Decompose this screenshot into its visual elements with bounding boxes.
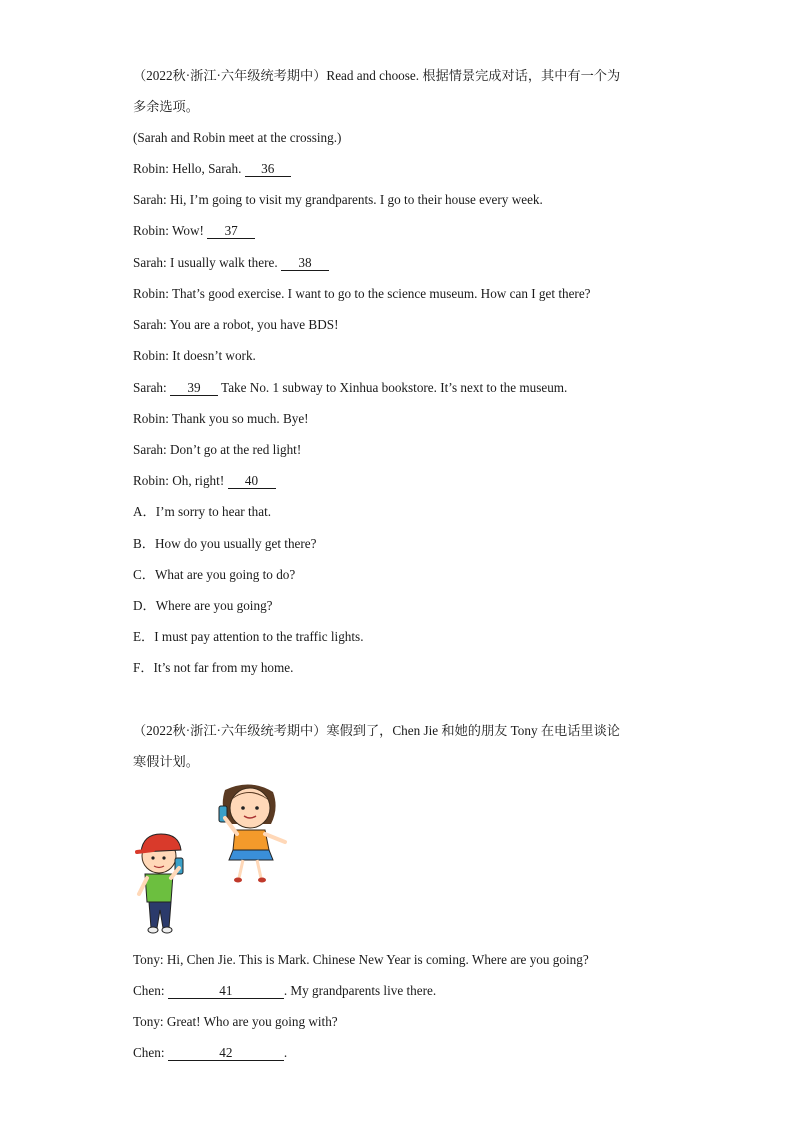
option-e[interactable]: E．I must pay attention to the traffic lights. <box>133 629 364 644</box>
dialogue-line: Robin: Hello, Sarah. 36 <box>133 160 291 178</box>
dialogue-line: Chen: 41 . My grandparents live there. <box>133 983 437 998</box>
dialogue-line: Robin: It doesn’t work. <box>133 348 256 363</box>
option-c[interactable]: C．What are you going to do? <box>133 567 296 582</box>
answer-blank-41[interactable]: 41 <box>168 984 284 999</box>
section2-intro-line1: （2022秋·浙江·六年级统考期中）寒假到了，Chen Jie 和她的朋友 Tony 在电话里谈论 <box>133 723 620 738</box>
dialogue-line: Sarah: Hi, I’m going to visit my grandparents. I go to their house every week. <box>133 192 543 207</box>
dialogue-line: Tony: Great! Who are you going with? <box>133 1014 338 1029</box>
kids-on-phone-illustration <box>133 778 293 943</box>
dialogue-line: Robin: Wow! 37 <box>133 222 255 240</box>
dialogue-line: Tony: Hi, Chen Jie. This is Mark. Chinese New Year is coming. Where are you going? <box>133 952 589 967</box>
answer-blank-37[interactable]: 37 <box>207 224 255 239</box>
dialogue-line: Robin: Thank you so much. Bye! <box>133 411 309 426</box>
option-a[interactable]: A．I’m sorry to hear that. <box>133 504 272 519</box>
dialogue-line: Sarah: 39 Take No. 1 subway to Xinhua bookstore. It’s next to the museum. <box>133 380 568 395</box>
girl-figure <box>219 784 285 882</box>
section1-intro-line2: 多余选项。 <box>133 99 199 114</box>
section2-intro-line2: 寒假计划。 <box>133 754 199 769</box>
option-f[interactable]: F．It’s not far from my home. <box>133 660 294 675</box>
dialogue-line: Sarah: You are a robot, you have BDS! <box>133 317 339 332</box>
answer-blank-36[interactable]: 36 <box>245 162 291 177</box>
section1-intro-line1: （2022秋·浙江·六年级统考期中）Read and choose. 根据情景完成对话，其中有一个为 <box>133 68 621 83</box>
boy-figure <box>137 834 183 933</box>
section1-scene: (Sarah and Robin meet at the crossing.) <box>133 130 342 145</box>
dialogue-line: Robin: Oh, right! 40 <box>133 472 276 490</box>
dialogue-line: Robin: That’s good exercise. I want to go to the science museum. How can I get there? <box>133 286 591 301</box>
answer-blank-40[interactable]: 40 <box>228 474 276 489</box>
option-b[interactable]: B．How do you usually get there? <box>133 536 317 551</box>
dialogue-line: Sarah: Don’t go at the red light! <box>133 442 302 457</box>
answer-blank-39[interactable]: 39 <box>170 381 218 396</box>
dialogue-line: Sarah: I usually walk there. 38 <box>133 254 329 272</box>
answer-blank-42[interactable]: 42 <box>168 1046 284 1061</box>
dialogue-line: Chen: 42 . <box>133 1045 288 1060</box>
answer-blank-38[interactable]: 38 <box>281 256 329 271</box>
option-d[interactable]: D．Where are you going? <box>133 598 273 613</box>
